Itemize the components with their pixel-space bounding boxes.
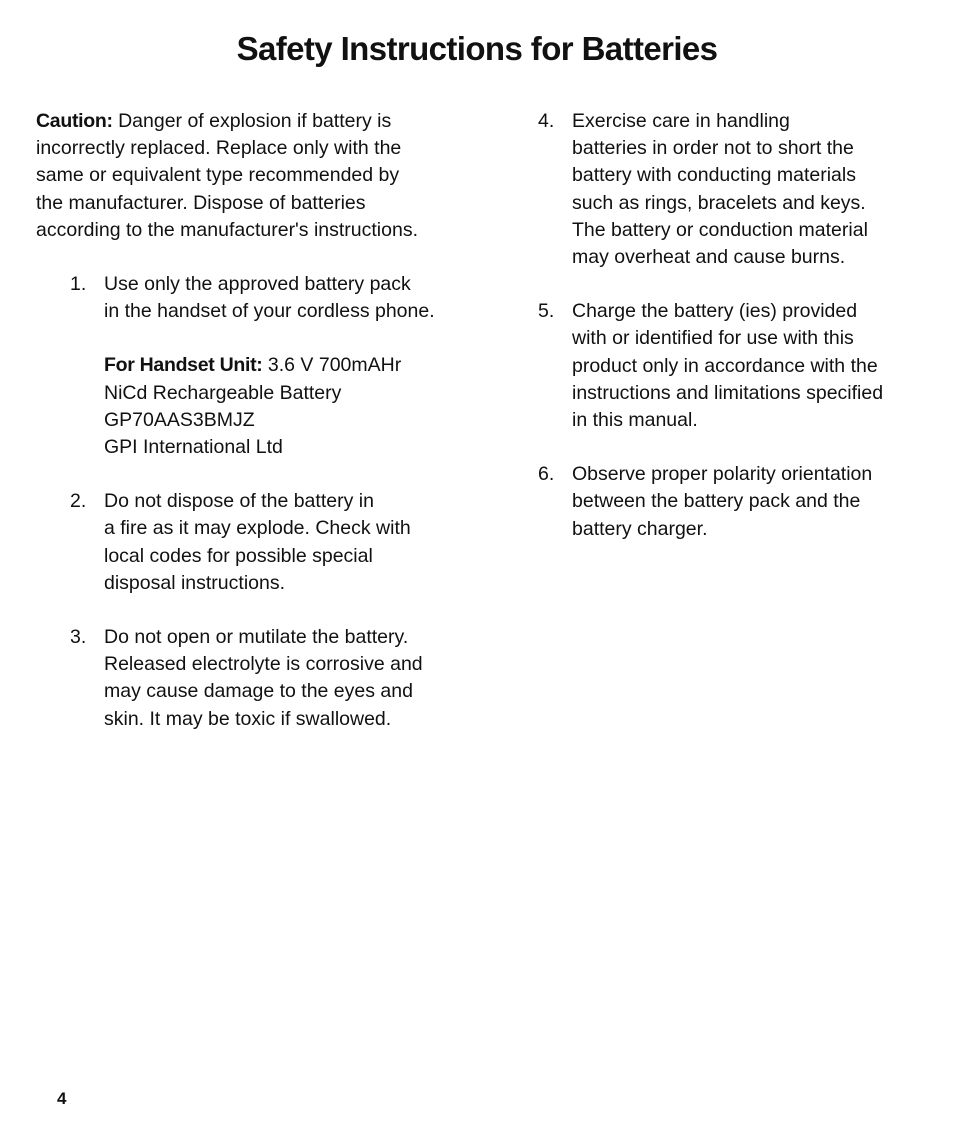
item-number: 6. [538, 463, 555, 486]
instruction-item-3 [70, 624, 476, 733]
item-line: batteries in order not to short the [572, 137, 854, 160]
caution-paragraph [36, 108, 476, 244]
item-line: disposal instructions. [104, 571, 286, 594]
caution-line-4: the manufacturer. Dispose of batteries [36, 191, 366, 214]
caution-line-5: according to the manufacturer's instructions. [36, 218, 418, 241]
item-line: instructions and limitations specified [572, 381, 884, 404]
handset-label: For Handset Unit: [104, 354, 263, 377]
item-line: Charge the battery (ies) provided [572, 300, 858, 323]
item-line: Use only the approved battery pack [104, 273, 411, 296]
item-number: 1. [70, 273, 87, 296]
instruction-item-4 [538, 108, 910, 271]
caution-line-1 [36, 108, 476, 135]
item-line: Do not dispose of the battery in [104, 490, 374, 513]
instruction-item-2 [70, 488, 476, 597]
item-number: 4. [538, 110, 555, 132]
item-line: Observe proper polarity orientation [572, 463, 873, 486]
caution-label: Caution: [36, 110, 113, 132]
item-line: Released electrolyte is corrosive and [104, 653, 423, 676]
item-line: in the handset of your cordless phone. [104, 300, 435, 323]
item-line: such as rings, bracelets and keys. [572, 191, 866, 214]
item-line: battery charger. [572, 517, 708, 540]
item-line: with or identified for use with this [572, 327, 854, 350]
item-number: 2. [70, 490, 87, 513]
item-line: may cause damage to the eyes and [104, 680, 413, 703]
caution-text: Danger of explosion if battery is [112, 110, 392, 132]
item-line: The battery or conduction material [572, 218, 868, 241]
item-line: Exercise care in handling [572, 110, 790, 132]
item-line: between the battery pack and the [572, 490, 861, 513]
item-number: 3. [70, 626, 87, 649]
instruction-item-1 [70, 271, 476, 461]
item-line: product only in accordance with the [572, 354, 878, 377]
caution-line-2: incorrectly replaced. Replace only with the [36, 137, 402, 160]
left-column [36, 108, 476, 733]
item-line: battery with conducting materials [572, 164, 856, 187]
item-line: may overheat and cause burns. [572, 246, 846, 269]
item-line: in this manual. [572, 409, 698, 432]
handset-spec [104, 352, 476, 461]
page-number: 4 [57, 1089, 67, 1108]
handset-battery-type: NiCd Rechargeable Battery [104, 381, 342, 404]
instruction-item-5 [538, 298, 910, 434]
handset-spec-line-1 [104, 352, 476, 379]
item-line: skin. It may be toxic if swallowed. [104, 707, 392, 730]
right-column [538, 108, 910, 543]
caution-line-3: same or equivalent type recommended by [36, 164, 400, 187]
item-number: 5. [538, 300, 555, 323]
page-title: Safety Instructions for Batteries [236, 30, 718, 67]
instruction-item-6 [538, 461, 910, 543]
handset-manufacturer: GPI International Ltd [104, 436, 283, 459]
handset-voltage: 3.6 V 700mAHr [262, 354, 402, 377]
instruction-list-right [538, 108, 910, 543]
handset-model-number: GP70AAS3BMJZ [104, 408, 255, 431]
item-line: a fire as it may explode. Check with [104, 517, 411, 540]
item-line: local codes for possible special [104, 544, 373, 567]
instruction-list-left [70, 271, 476, 733]
item-line: Do not open or mutilate the battery. [104, 626, 409, 649]
